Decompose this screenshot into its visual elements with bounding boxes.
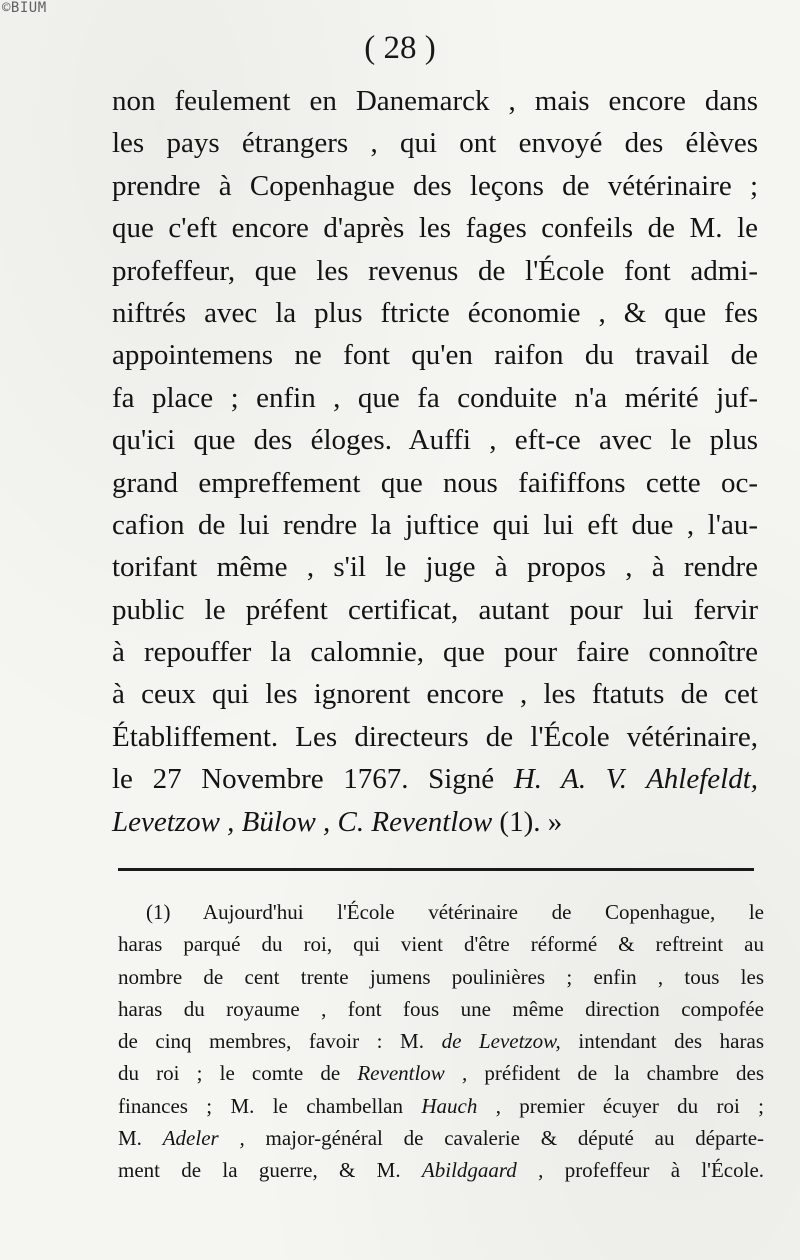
footnote-text: de cinq membres, favoir : M. [118, 1029, 424, 1054]
text-line: niftrés avec la plus ftricte économie , & que fes [112, 296, 758, 329]
footnote-reference: (1). » [499, 805, 563, 838]
footnote-line [118, 1057, 764, 1089]
footnote-text: finances ; M. le chambellan [118, 1093, 403, 1118]
name-levetzow: de Levetzow, [441, 1029, 561, 1054]
text-line: cafion de lui rendre la juftice qui lui eft due , l'au- [112, 508, 758, 541]
footnote-text: intendant des haras [578, 1029, 764, 1054]
signatures: Levetzow , Bülow , C. Reventlow [112, 805, 493, 838]
footnote-line [118, 1122, 764, 1154]
text-line: public le préfent certificat, autant pour lui fervir [112, 593, 758, 626]
date-text: le 27 Novembre 1767. Signé [112, 763, 495, 796]
text-line: profeffeur, que les revenus de l'École font admi- [112, 254, 758, 287]
text-line: grand empreffement que nous faififfons cette oc- [112, 466, 758, 499]
footnote-line: haras du royaume , font fous une même direction compofée [118, 996, 764, 1021]
text-line: torifant même , s'il le juge à propos , à rendre [112, 551, 758, 584]
main-text [112, 80, 758, 843]
signatures-line [112, 801, 758, 843]
footnote-line: (1) Aujourd'hui l'École vétérinaire de Copenhague, le [146, 900, 764, 924]
page-number: ( 28 ) [364, 30, 436, 66]
footnote-line [118, 1025, 764, 1057]
name-reventlow: Reventlow , [357, 1061, 468, 1086]
name-adeler: Adeler , [162, 1126, 245, 1151]
text-line: fa place ; enfin , que fa conduite n'a mérité juf- [112, 381, 758, 414]
footnote-text: profeffeur à l'École. [564, 1158, 765, 1183]
watermark: ©BIUM [2, 0, 47, 16]
footnote [118, 896, 764, 1187]
name-abildgaard: Abildgaard , [421, 1158, 544, 1183]
date-signature-line [112, 758, 758, 800]
footnote-line [118, 1090, 764, 1122]
text-line: non feulement en Danemarck , mais encore dans [112, 85, 758, 117]
text-line: Établiffement. Les directeurs de l'École vétérinaire, [112, 720, 758, 753]
footnote-text: , premier écuyer du roi ; [495, 1093, 765, 1118]
footnote-text: du roi ; le comte de [118, 1061, 341, 1086]
text-line: à repouffer la calomnie, que pour faire connoître [112, 636, 758, 669]
text-line: appointemens ne font qu'en raifon du travail de [112, 339, 758, 372]
text-line: prendre à Copenhague des leçons de vétérinaire ; [112, 169, 758, 202]
text-line: à ceux qui les ignorent encore , les ftatuts de cet [112, 678, 758, 711]
footnote-divider [118, 868, 754, 871]
name-hauch: Hauch [421, 1093, 478, 1118]
footnote-text: ment de la guerre, & M. [118, 1158, 401, 1183]
footnote-line [118, 1154, 764, 1186]
text-line: qu'ici que des éloges. Auffi , eft-ce avec le plus [112, 424, 758, 457]
text-line: que c'eft encore d'après les fages confeils de M. le [112, 212, 758, 245]
footnote-line: haras parqué du roi, qui vient d'être réformé & reftreint au [118, 932, 764, 957]
signature-ahlefeldt: H. A. V. Ahlefeldt, [513, 763, 759, 796]
footnote-text: major-général de cavalerie & député au départe- [265, 1126, 765, 1151]
text-line: les pays étrangers , qui ont envoyé des élèves [112, 127, 758, 160]
footnote-line: nombre de cent trente jumens poulinières ; enfin , tous les [118, 964, 764, 989]
footnote-text: préfident de la chambre des [484, 1061, 765, 1086]
footnote-text: M. [118, 1126, 142, 1151]
